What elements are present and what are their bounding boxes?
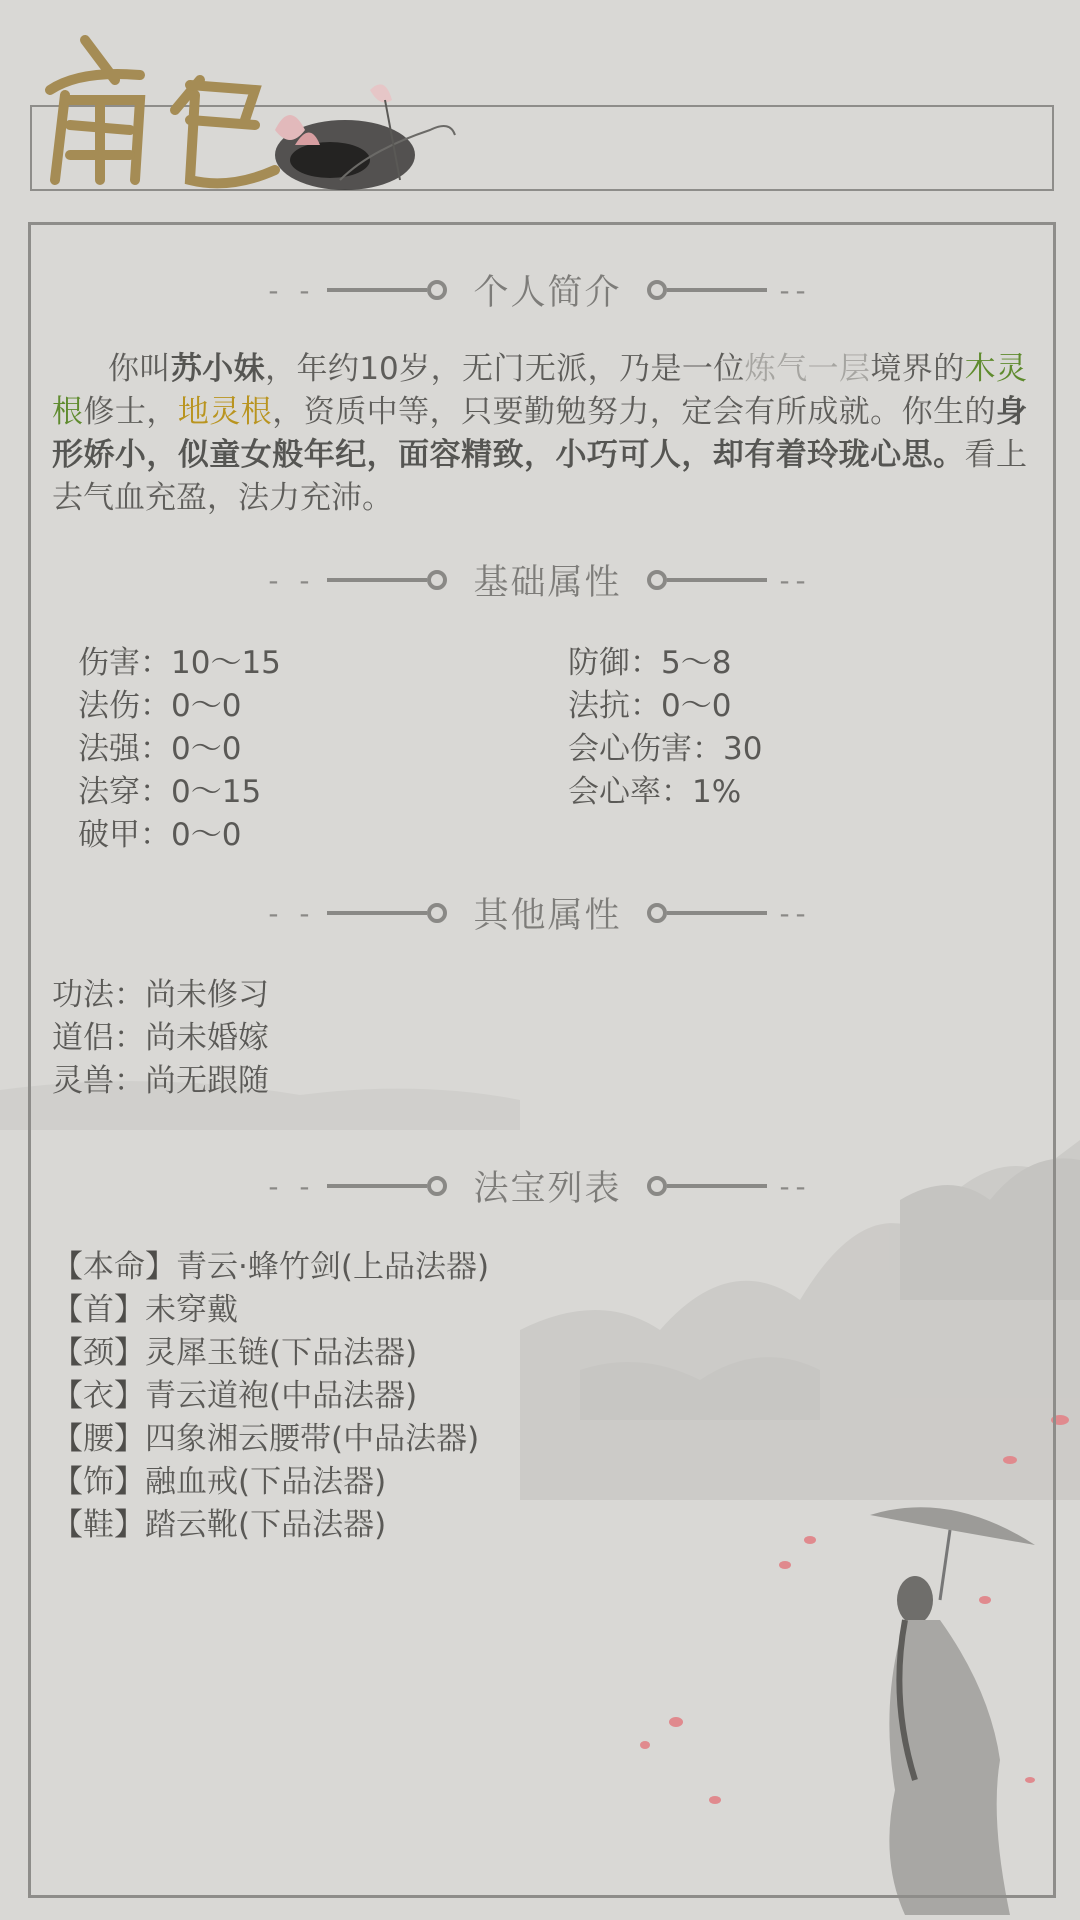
section-title-other: 其他属性 [473,896,622,936]
section-header-treasure [250,1164,830,1208]
treasure-slot: 本命 [83,1249,145,1285]
section-title-basic: 基础属性 [473,563,622,603]
appearance-description: 身形娇小，似童女般年纪，面容精致，小巧可人，却有着玲珑心思。 [52,394,1028,473]
section-header-other [250,891,830,935]
intro-paragraph [52,348,1027,520]
intro-text: 看上去气血充盈，法力充沛。 [52,437,1027,516]
treasure-slot: 鞋 [83,1507,114,1543]
attr-magic-resist: 法抗：0～0 [568,688,732,724]
treasure-slot: 饰 [83,1464,114,1500]
treasure-slot: 颈 [83,1335,114,1371]
intro-text: 境界的 [870,351,965,387]
section-title-treasure: 法宝列表 [473,1169,622,1209]
treasure-item[interactable]: 【饰】融血戒(下品法器) [52,1464,387,1500]
spirit-root-wood: 木灵根 [52,351,1028,430]
attr-armor-break: 破甲：0～0 [78,817,242,853]
ring-line-divider-icon [647,570,667,590]
realm-text: 炼气一层 [744,351,871,387]
attr-magic-power: 法强：0～0 [78,731,242,767]
treasure-name: 青云道袍(中品法器) [145,1378,418,1414]
dash-decoration: -- [779,273,812,307]
treasure-name: 青云·蜂竹剑(上品法器) [176,1249,490,1285]
attr-crit-rate: 会心率：1% [568,774,742,810]
treasure-item[interactable]: 【衣】青云道袍(中品法器) [52,1378,418,1414]
ring-line-divider-icon [647,903,667,923]
character-title-calligraphy [50,40,275,183]
title-calligraphy [40,20,480,200]
intro-text: 修士， [83,394,178,430]
treasure-item[interactable]: 【鞋】踏云靴(下品法器) [52,1507,387,1543]
ring-line-divider-icon [647,280,667,300]
attr-defense: 防御：5～8 [568,645,732,681]
section-header-intro [250,268,830,312]
treasure-name: 未穿戴 [145,1292,238,1328]
dash-decoration: - - [268,1169,316,1203]
ring-line-divider-icon [427,903,447,923]
section-header-basic [250,558,830,602]
dash-decoration: -- [779,896,812,930]
ring-line-divider-icon [427,280,447,300]
treasure-list [52,1246,489,1547]
treasure-item[interactable]: 【腰】四象湘云腰带(中品法器) [52,1421,480,1457]
ring-line-divider-icon [427,570,447,590]
basic-attributes-right [568,642,762,814]
section-title-intro: 个人简介 [473,273,622,313]
dash-decoration: - - [268,896,316,930]
ring-line-divider-icon [427,1176,447,1196]
dash-decoration: - - [268,563,316,597]
attr-magic-damage: 法伤：0～0 [78,688,242,724]
other-attributes-list [52,974,269,1103]
attr-damage: 伤害：10～15 [78,645,281,681]
treasure-name: 融血戒(下品法器) [145,1464,387,1500]
treasure-item[interactable]: 【颈】灵犀玉链(下品法器) [52,1335,418,1371]
dash-decoration: -- [779,1169,812,1203]
intro-text: ，年约10岁，无门无派，乃是一位 [265,351,745,387]
spirit-root-earth: 地灵根 [177,394,273,430]
dash-decoration: - - [268,273,316,307]
attr-spirit-beast: 灵兽：尚无跟随 [52,1063,269,1099]
treasure-item[interactable]: 【首】未穿戴 [52,1292,238,1328]
treasure-name: 踏云靴(下品法器) [145,1507,387,1543]
treasure-name: 四象湘云腰带(中品法器) [145,1421,480,1457]
attr-cultivation-method: 功法：尚未修习 [52,977,269,1013]
attr-crit-damage: 会心伤害：30 [568,731,763,767]
lotus-ink-decoration [275,84,455,190]
treasure-slot: 衣 [83,1378,114,1414]
treasure-item[interactable]: 【本命】青云·蜂竹剑(上品法器) [52,1249,490,1285]
treasure-slot: 腰 [83,1421,114,1457]
treasure-slot: 首 [83,1292,114,1328]
ring-line-divider-icon [647,1176,667,1196]
treasure-name: 灵犀玉链(下品法器) [145,1335,418,1371]
character-name: 苏小妹 [170,351,266,387]
attr-dao-companion: 道侣：尚未婚嫁 [52,1020,269,1056]
attr-magic-penetration: 法穿：0～15 [78,774,262,810]
dash-decoration: -- [779,563,812,597]
basic-attributes-left [78,642,281,857]
intro-text: 你叫 [108,351,171,387]
intro-text: ，资质中等，只要勤勉努力，定会有所成就。你生的 [272,394,997,430]
